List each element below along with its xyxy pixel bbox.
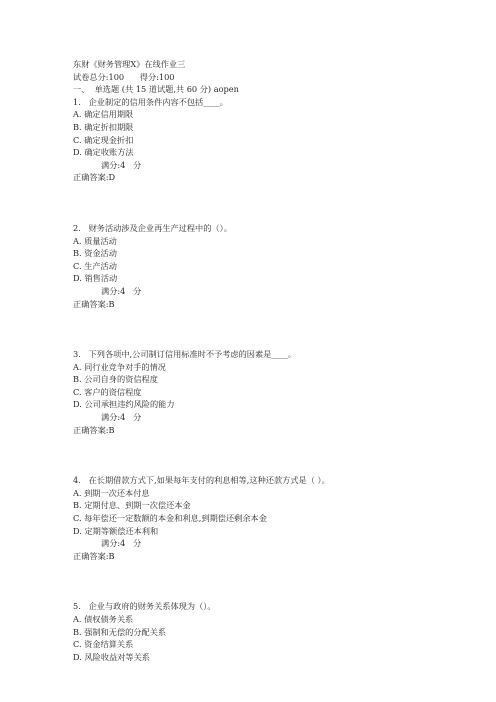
question-score: 满分:4 分 bbox=[101, 159, 142, 170]
question-stem: 3. 下列各项中,公司制订信用标准时不予考虑的因素是____。 bbox=[73, 349, 296, 360]
correct-answer: 正确答案:B bbox=[73, 424, 115, 435]
spacer bbox=[73, 562, 473, 600]
question-5 bbox=[73, 600, 473, 663]
option-b: B. 确定折扣期限 bbox=[73, 121, 134, 132]
option-a: A. 到期一次还本付息 bbox=[73, 487, 150, 498]
question-4 bbox=[73, 474, 473, 562]
option-a: A. 质量活动 bbox=[73, 235, 117, 246]
document-title: 东财《财务管理X》在线作业三 bbox=[73, 59, 186, 69]
spacer bbox=[73, 310, 473, 348]
option-d: D. 定期等额偿还本利和 bbox=[73, 525, 159, 536]
document-body bbox=[73, 58, 473, 663]
option-b: B. 定期付息、到期一次偿还本金 bbox=[73, 500, 191, 511]
option-d: D. 公司承担违约风险的能力 bbox=[73, 399, 175, 410]
option-c: C. 生产活动 bbox=[73, 260, 117, 271]
option-b: B. 强制和无偿的分配关系 bbox=[73, 626, 167, 637]
question-stem: 5. 企业与政府的财务关系体现为（）。 bbox=[73, 601, 216, 612]
score-summary: 试卷总分:100 得分:100 bbox=[73, 71, 175, 82]
question-stem: 2. 财务活动涉及企业再生产过程中的（）。 bbox=[73, 222, 232, 233]
option-d: D. 销售活动 bbox=[73, 273, 118, 284]
option-c: C. 资金结算关系 bbox=[73, 639, 134, 650]
spacer bbox=[73, 184, 473, 222]
option-d: D. 确定收账方法 bbox=[73, 147, 134, 158]
option-d: D. 风险收益对等关系 bbox=[73, 651, 150, 662]
question-stem: 4. 在长期借款方式下,如果每年支付的利息相等,这种还款方式是（ ）。 bbox=[73, 475, 330, 486]
option-b: B. 公司自身的资信程度 bbox=[73, 374, 158, 385]
spacer bbox=[73, 436, 473, 474]
option-a: A. 债权债务关系 bbox=[73, 614, 134, 624]
question-score: 满分:4 分 bbox=[101, 538, 142, 549]
question-score: 满分:4 分 bbox=[101, 285, 142, 296]
option-a: A. 同行业竞争对手的情况 bbox=[73, 361, 166, 372]
option-b: B. 资金活动 bbox=[73, 248, 117, 259]
question-score: 满分:4 分 bbox=[101, 412, 142, 423]
question-stem: 1. 企业制定的信用条件内容不包括____。 bbox=[73, 96, 228, 107]
option-c: C. 确定现金折扣 bbox=[73, 134, 134, 145]
question-3 bbox=[73, 348, 473, 436]
correct-answer: 正确答案:D bbox=[73, 172, 116, 183]
option-c: C. 客户的资信程度 bbox=[73, 386, 142, 397]
section-heading: 一、 单选题 (共 15 道试题,共 60 分) aopen bbox=[73, 84, 239, 95]
correct-answer: 正确答案:B bbox=[73, 550, 115, 561]
correct-answer: 正确答案:B bbox=[73, 298, 115, 309]
question-1 bbox=[73, 96, 473, 184]
option-a: A. 确定信用期限 bbox=[73, 109, 134, 120]
question-2 bbox=[73, 222, 473, 310]
option-c: C. 每年偿还一定数额的本金和利息,到期偿还剩余本金 bbox=[73, 513, 267, 524]
